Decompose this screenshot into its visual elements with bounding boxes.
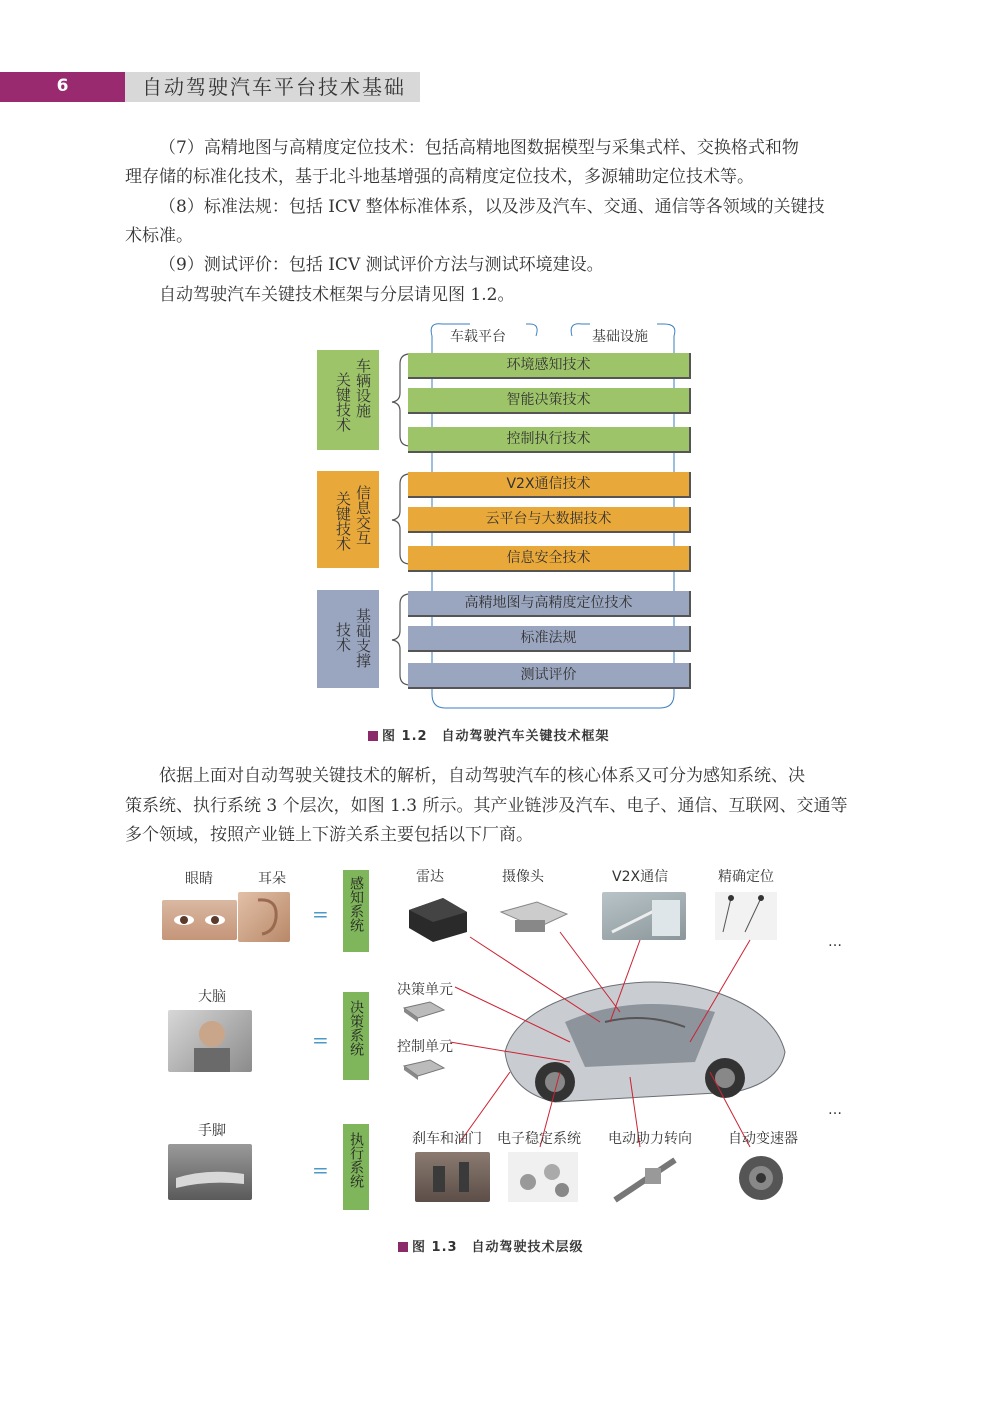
- ellipsis-perception: …: [828, 934, 842, 950]
- bar-hd-map-positioning: 高精地图与高精度定位技术: [408, 591, 691, 617]
- label-camera: 摄像头: [502, 869, 544, 885]
- label-infrastructure: 基础设施: [592, 329, 648, 345]
- decision-unit-image: [400, 1000, 446, 1024]
- brain-image: [168, 1010, 252, 1072]
- figure-1-3-caption: 图 1.3 自动驾驶技术层级: [398, 1236, 584, 1255]
- after-paragraph-line3: 多个领域，按照产业链上下游关系主要包括以下厂商。: [125, 825, 533, 845]
- paragraph-9: （9）测试评价：包括 ICV 测试评价方法与测试环境建设。: [159, 255, 604, 275]
- bar-environment-perception: 环境感知技术: [408, 353, 691, 379]
- label-automatic-transmission: 自动变速器: [728, 1131, 798, 1147]
- group-vehicle-facility: 关键技术 车辆设施: [317, 350, 379, 450]
- after-paragraph-line2: 策系统、执行系统 3 个层次，如图 1.3 所示。其产业链涉及汽车、电子、通信、互联网、交通等: [125, 796, 848, 816]
- eps-image: [605, 1150, 685, 1206]
- label-brain: 大脑: [198, 989, 226, 1005]
- esc-image: [508, 1152, 578, 1202]
- paragraph-7-line2: 理存储的标准化技术，基于北斗地基增强的高精度定位技术，多源辅助定位技术等。: [125, 167, 754, 187]
- page-number: 6: [0, 72, 125, 102]
- bar-control-execution: 控制执行技术: [408, 427, 691, 453]
- label-hands-feet: 手脚: [198, 1123, 226, 1139]
- bar-v2x-communication: V2X通信技术: [408, 472, 691, 498]
- paragraph-8-line2: 术标准。: [125, 226, 193, 246]
- label-radar: 雷达: [416, 869, 444, 885]
- label-vehicle-platform: 车载平台: [450, 329, 506, 345]
- label-v2x: V2X通信: [612, 869, 669, 885]
- automatic-transmission-image: [726, 1150, 796, 1204]
- label-precise-positioning: 精确定位: [718, 869, 774, 885]
- control-unit-image: [400, 1058, 446, 1082]
- label-esc: 电子稳定系统: [497, 1131, 581, 1147]
- figure-1-2-caption: 图 1.2 自动驾驶汽车关键技术框架: [368, 725, 610, 744]
- bar-intelligent-decision: 智能决策技术: [408, 388, 691, 414]
- ellipsis-car: …: [828, 1102, 842, 1118]
- group-foundation-support: 技术 基础支撑: [317, 590, 379, 688]
- label-brake-throttle: 刹车和油门: [412, 1131, 482, 1147]
- equals-sign-decision: =: [312, 1028, 329, 1052]
- label-eyes: 眼睛: [185, 871, 213, 887]
- book-title: 自动驾驶汽车平台技术基础: [142, 75, 406, 99]
- bar-information-security: 信息安全技术: [408, 546, 691, 572]
- intro-paragraph: 自动驾驶汽车关键技术框架与分层请见图 1.2。: [159, 285, 515, 305]
- bar-standards-regulations: 标准法规: [408, 626, 691, 652]
- perception-system-box: 感知系统: [343, 870, 369, 952]
- figure-1-3: [150, 862, 850, 1232]
- brake-throttle-image: [415, 1152, 490, 1202]
- paragraph-8-line1: （8）标准法规：包括 ICV 整体标准体系，以及涉及汽车、交通、通信等各领域的关键技: [159, 197, 825, 217]
- label-decision-unit: 决策单元: [397, 982, 453, 998]
- figure-1-2: [300, 318, 720, 718]
- equals-sign-perception: =: [312, 902, 329, 926]
- decision-system-box: 决策系统: [343, 992, 369, 1080]
- label-control-unit: 控制单元: [397, 1039, 453, 1055]
- label-ears: 耳朵: [258, 871, 286, 887]
- paragraph-7-line1: （7）高精地图与高精度定位技术：包括高精地图数据模型与采集式样、交换格式和物: [159, 138, 799, 158]
- bar-testing-evaluation: 测试评价: [408, 663, 691, 689]
- group-information-interaction: 关键技术 信息交互: [317, 471, 379, 568]
- bar-cloud-bigdata: 云平台与大数据技术: [408, 507, 691, 533]
- label-eps: 电动助力转向: [608, 1131, 692, 1147]
- after-paragraph-line1: 依据上面对自动驾驶关键技术的解析，自动驾驶汽车的核心体系又可分为感知系统、决: [159, 766, 805, 786]
- hands-feet-image: [168, 1144, 252, 1200]
- execution-system-box: 执行系统: [343, 1124, 369, 1210]
- equals-sign-execution: =: [312, 1158, 329, 1182]
